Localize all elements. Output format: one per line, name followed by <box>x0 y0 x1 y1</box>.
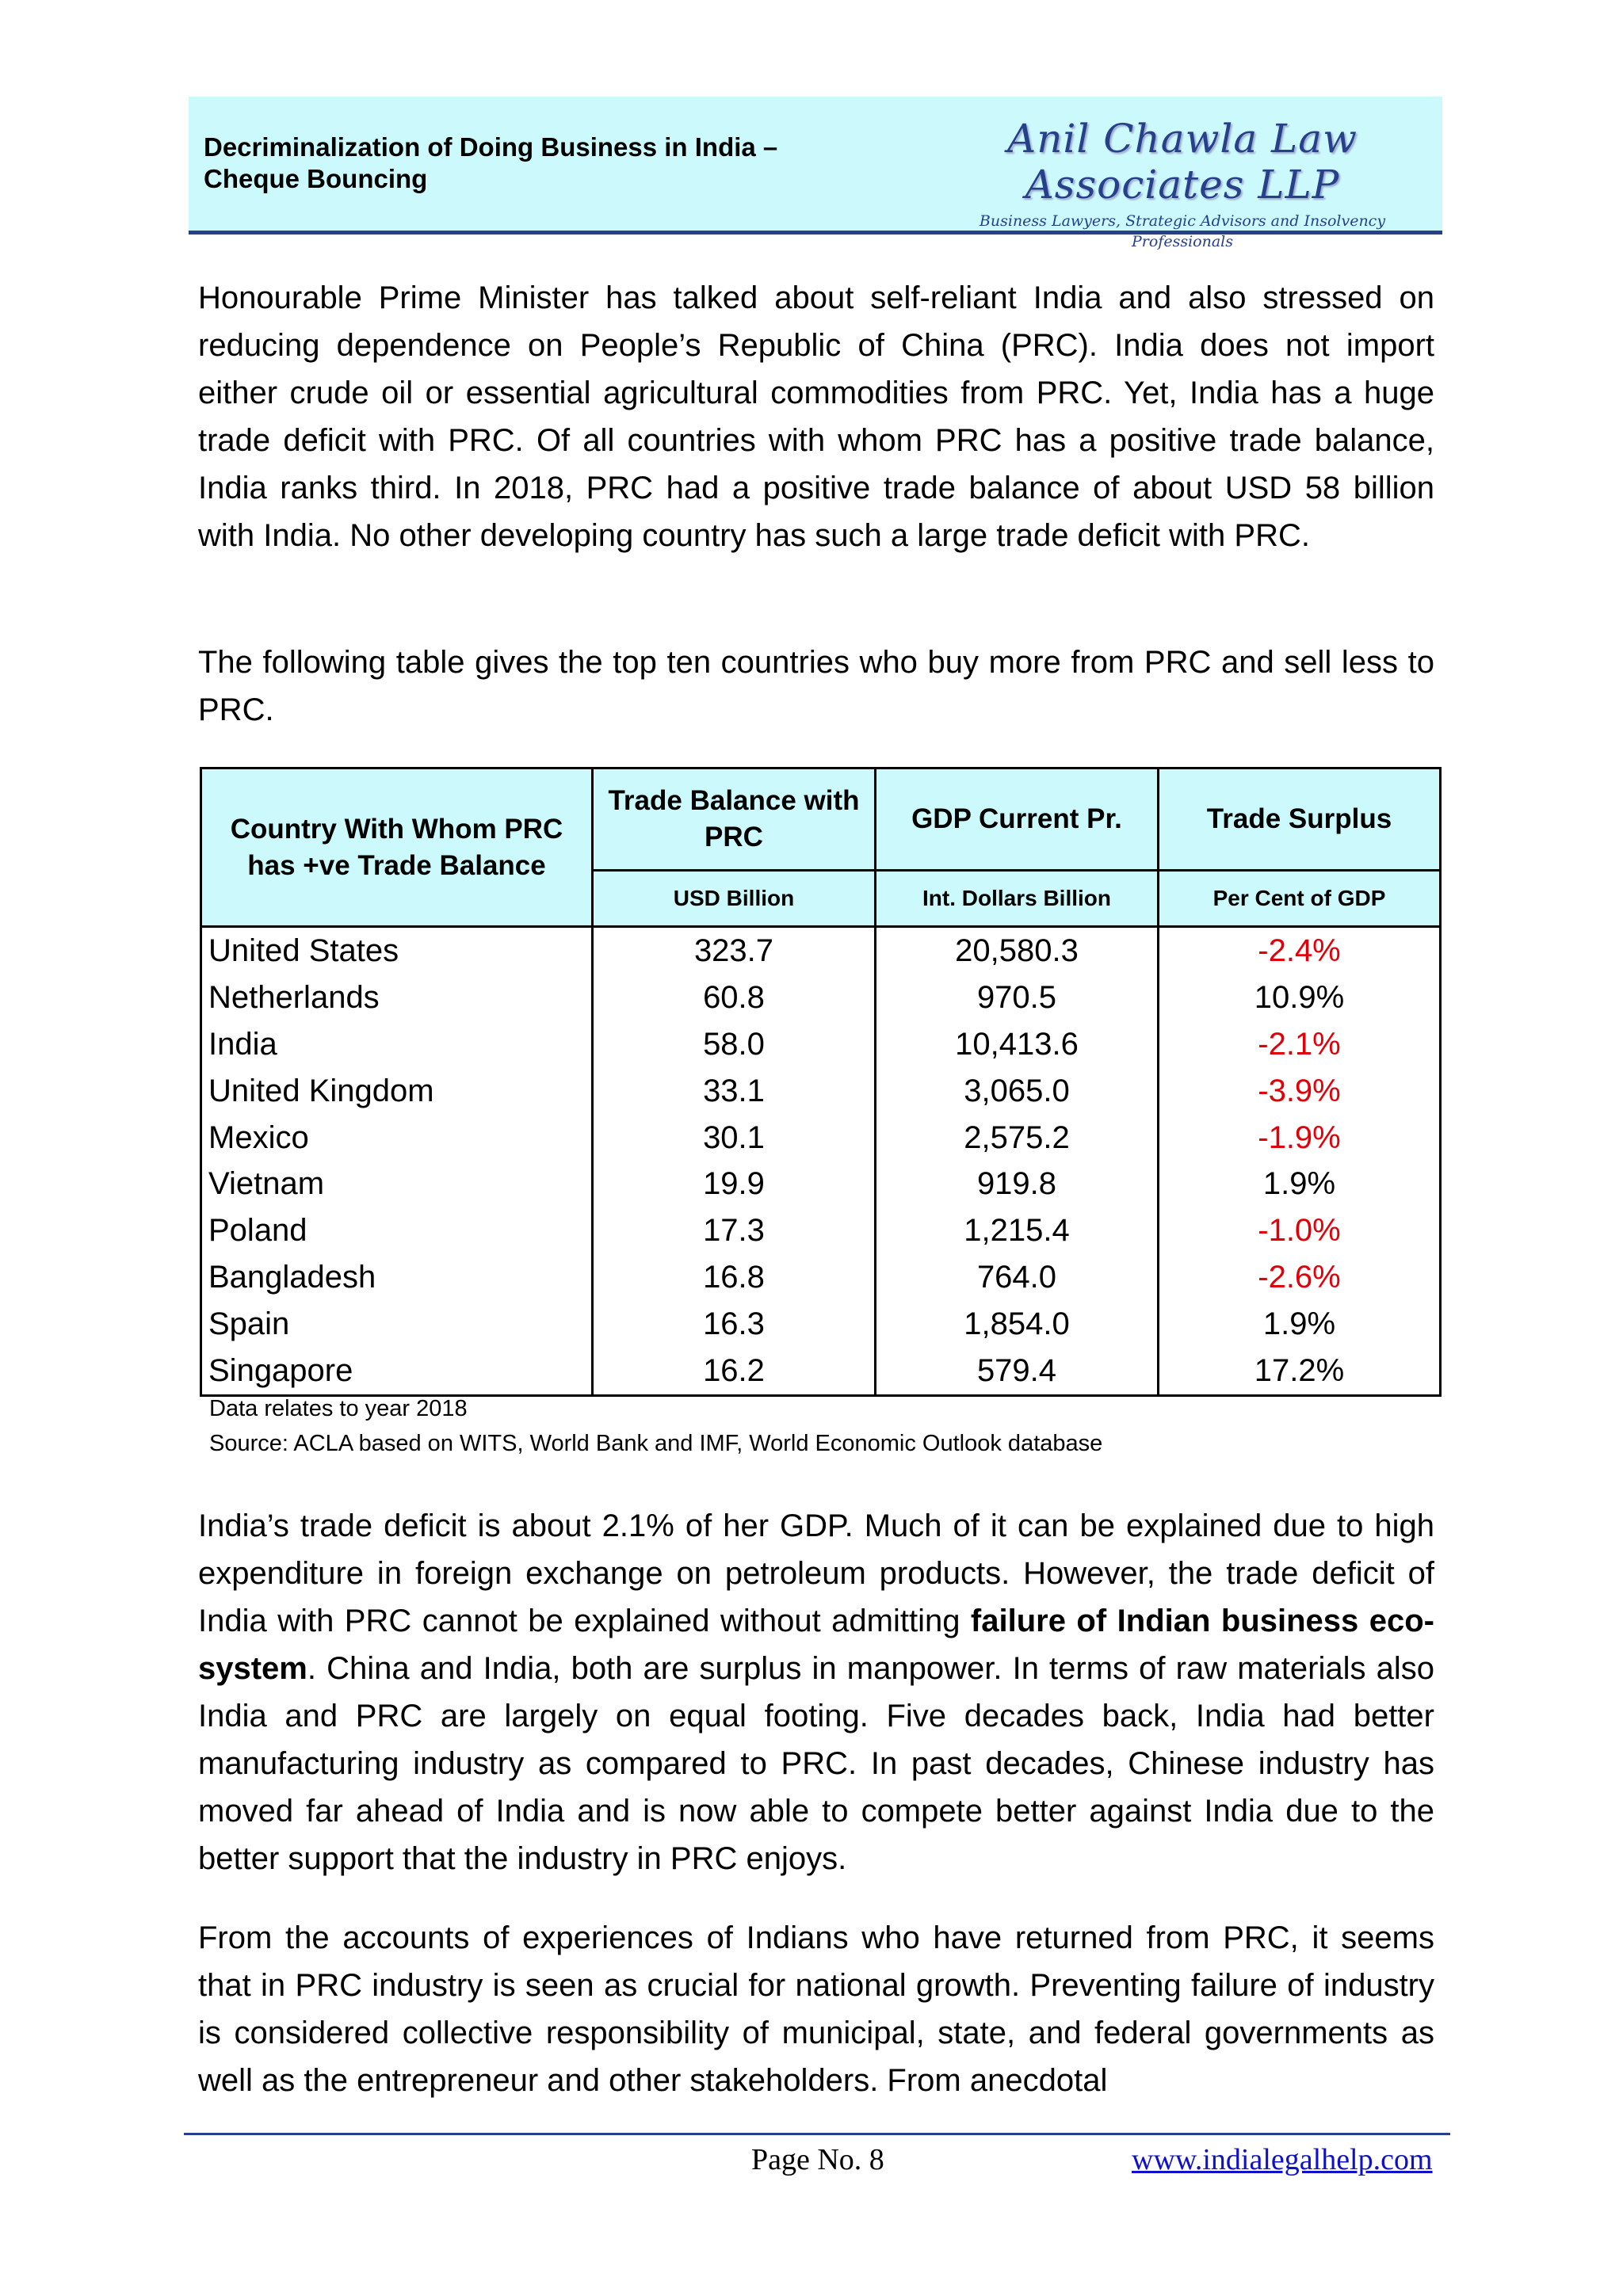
paragraph-accounts: From the accounts of experiences of Indians who have returned from PRC, it seems that in PRC industry is seen as crucial for national growth. Preventing failure of industry is considered collective responsibility of municipal, state, and federal governments as well as the entrepreneur and other stakeholders. From anecdotal <box>198 1920 1434 2098</box>
table-note: Data relates to year 2018 <box>209 1396 468 1421</box>
title-line-1: Decriminalization of Doing Business in India – <box>204 132 778 162</box>
cell-surplus: -2.1% <box>1159 1021 1441 1068</box>
logo-firm-name: Anil Chawla Law Associates LLP <box>1007 116 1358 208</box>
cell-trade-balance: 19.9 <box>593 1161 876 1207</box>
firm-logo <box>937 116 1428 252</box>
cell-gdp: 919.8 <box>876 1161 1159 1207</box>
cell-gdp: 1,215.4 <box>876 1207 1159 1254</box>
header-country: Country With Whom PRC has +ve Trade Balance <box>201 769 593 927</box>
footer-rule <box>184 2133 1450 2135</box>
paragraph-table-intro: The following table gives the top ten countries who buy more from PRC and sell less to PRC. <box>198 645 1434 727</box>
title-line-2: Cheque Bouncing <box>204 164 428 193</box>
table-header-row <box>201 769 1441 871</box>
paragraph-intro: Honourable Prime Minister has talked about self-reliant India and also stressed on reducing dependence on People’s Republic of China (PRC). India does not import either crude oil or essential agricultural commodities from PRC. Yet, India has a huge trade deficit with PRC. Of all countries with whom PRC has a positive trade balance, India ranks third. In 2018, PRC had a positive trade balance of about USD 58 billion with India. No other developing country has such a large trade deficit with PRC. <box>198 280 1434 553</box>
cell-gdp: 10,413.6 <box>876 1021 1159 1068</box>
cell-country: Spain <box>201 1301 593 1348</box>
document-title <box>204 132 777 195</box>
unit-trade-balance: USD Billion <box>593 871 876 927</box>
table-row <box>201 974 1441 1021</box>
cell-trade-balance: 16.8 <box>593 1254 876 1301</box>
cell-gdp: 579.4 <box>876 1348 1159 1395</box>
cell-gdp: 764.0 <box>876 1254 1159 1301</box>
page-number: Page No. 8 <box>751 2143 884 2176</box>
cell-surplus: 10.9% <box>1159 974 1441 1021</box>
cell-country: Singapore <box>201 1348 593 1395</box>
cell-surplus: -3.9% <box>1159 1068 1441 1115</box>
table-body <box>201 927 1441 1396</box>
cell-surplus: -2.6% <box>1159 1254 1441 1301</box>
unit-gdp: Int. Dollars Billion <box>876 871 1159 927</box>
table-row <box>201 1301 1441 1348</box>
cell-gdp: 2,575.2 <box>876 1115 1159 1161</box>
header-gdp: GDP Current Pr. <box>876 769 1159 871</box>
page-header <box>189 97 1442 250</box>
cell-country: Bangladesh <box>201 1254 593 1301</box>
table-row <box>201 1068 1441 1115</box>
cell-surplus: -2.4% <box>1159 927 1441 974</box>
cell-country: United Kingdom <box>201 1068 593 1115</box>
cell-trade-balance: 33.1 <box>593 1068 876 1115</box>
cell-gdp: 20,580.3 <box>876 927 1159 974</box>
table-row <box>201 1115 1441 1161</box>
cell-gdp: 3,065.0 <box>876 1068 1159 1115</box>
cell-country: Vietnam <box>201 1161 593 1207</box>
header-trade-balance: Trade Balance with PRC <box>593 769 876 871</box>
cell-country: Poland <box>201 1207 593 1254</box>
logo-tagline: Business Lawyers, Strategic Advisors and Insolvency Professionals <box>979 212 1386 250</box>
cell-country: United States <box>201 927 593 974</box>
paragraph-trade-deficit-emphasis: failure of Indian business eco-system <box>198 1604 1434 1686</box>
cell-country: Netherlands <box>201 974 593 1021</box>
cell-trade-balance: 323.7 <box>593 927 876 974</box>
cell-surplus: 17.2% <box>1159 1348 1441 1395</box>
cell-surplus: 1.9% <box>1159 1301 1441 1348</box>
unit-trade-surplus: Per Cent of GDP <box>1159 871 1441 927</box>
cell-gdp: 970.5 <box>876 974 1159 1021</box>
header-trade-surplus: Trade Surplus <box>1159 769 1441 871</box>
cell-surplus: 1.9% <box>1159 1161 1441 1207</box>
table-row <box>201 1348 1441 1395</box>
table-row <box>201 1161 1441 1207</box>
table-row <box>201 1021 1441 1068</box>
table-source: Source: ACLA based on WITS, World Bank and IMF, World Economic Outlook database <box>209 1431 1103 1456</box>
cell-trade-balance: 60.8 <box>593 974 876 1021</box>
table-row <box>201 1254 1441 1301</box>
cell-country: Mexico <box>201 1115 593 1161</box>
cell-surplus: -1.0% <box>1159 1207 1441 1254</box>
cell-surplus: -1.9% <box>1159 1115 1441 1161</box>
trade-balance-table <box>200 767 1442 1397</box>
paragraph-trade-deficit-text-1: India’s trade deficit is about 2.1% of her GDP. Much of it can be explained due to high expenditure in foreign exchange on petroleum products. However, the trade deficit of India with PRC cannot be explained without admitting <box>198 1508 1434 1638</box>
paragraph-trade-deficit <box>198 1502 1434 1882</box>
cell-trade-balance: 30.1 <box>593 1115 876 1161</box>
table-row <box>201 927 1441 974</box>
website-link[interactable]: www.indialegalhelp.com <box>1132 2143 1433 2176</box>
cell-trade-balance: 17.3 <box>593 1207 876 1254</box>
cell-country: India <box>201 1021 593 1068</box>
cell-trade-balance: 16.2 <box>593 1348 876 1395</box>
paragraph-trade-deficit-text-2: . China and India, both are surplus in manpower. In terms of raw materials also India and PRC are largely on equal footing. Five decades back, India had better manufacturing industry as compared to PRC. In past decades, Chinese industry has moved far ahead of India and is now able to compete better against India due to the better support that the industry in PRC enjoys. <box>198 1651 1434 1876</box>
cell-trade-balance: 58.0 <box>593 1021 876 1068</box>
table-row <box>201 1207 1441 1254</box>
cell-gdp: 1,854.0 <box>876 1301 1159 1348</box>
cell-trade-balance: 16.3 <box>593 1301 876 1348</box>
